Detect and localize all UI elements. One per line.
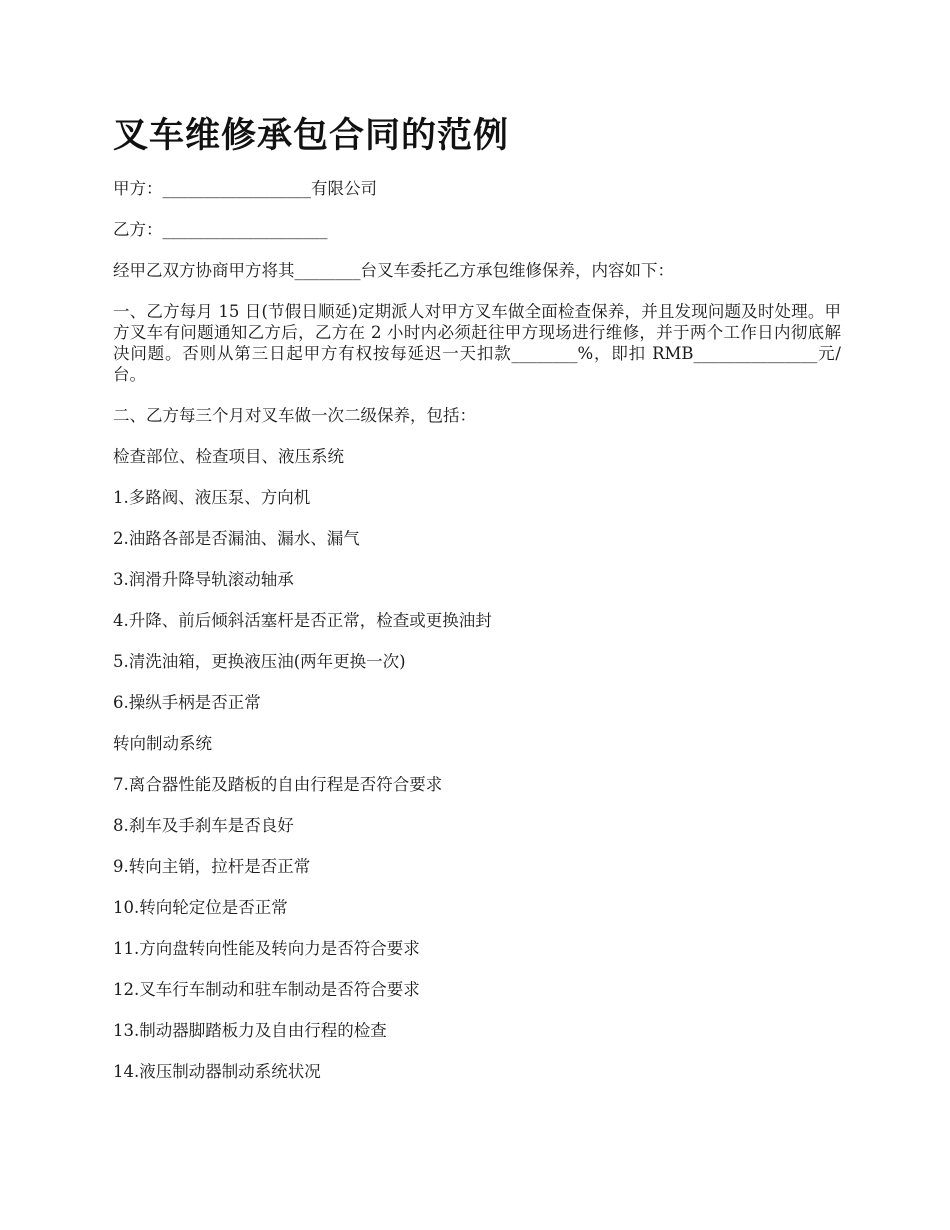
- list-item: 5.清洗油箱，更换液压油(两年更换一次): [113, 652, 406, 671]
- clause-1-paragraph: 一、乙方每月 15 日(节假日顺延)定期派人对甲方叉车做全面检查保养，并且发现问题及时处理。甲方叉车有问题通知乙方后，乙方在 2 小时内必须赶往甲方现场进行维修，并于两个工作日内彻底解决问题。否则从第三日起甲方有权按每延迟一天扣款________%，即扣 RMB_______________元/台。: [113, 302, 841, 384]
- list-item: 7.离合器性能及踏板的自由行程是否符合要求: [113, 775, 443, 794]
- document-body: [113, 178, 841, 1102]
- list-item: 8.刹车及手刹车是否良好: [113, 816, 294, 835]
- intro-paragraph: 经甲乙双方协商甲方将其________台叉车委托乙方承包维修保养，内容如下：: [113, 261, 674, 280]
- list-item: 14.液压制动器制动系统状况: [113, 1062, 321, 1081]
- clause-2-heading: 二、乙方每三个月对叉车做一次二级保养，包括：: [113, 406, 476, 425]
- section-steering-heading: 转向制动系统: [113, 734, 212, 753]
- party-b-line: 乙方：____________________: [113, 220, 328, 239]
- list-item: 4.升降、前后倾斜活塞杆是否正常，检查或更换油封: [113, 611, 492, 630]
- list-item: 9.转向主销，拉杆是否正常: [113, 857, 311, 876]
- list-item: 6.操纵手柄是否正常: [113, 693, 261, 712]
- list-item: 11.方向盘转向性能及转向力是否符合要求: [113, 939, 420, 958]
- list-item: 2.油路各部是否漏油、漏水、漏气: [113, 529, 360, 548]
- list-item: 3.润滑升降导轨滚动轴承: [113, 570, 294, 589]
- list-item: 10.转向轮定位是否正常: [113, 898, 288, 917]
- party-a-line: 甲方：__________________有限公司: [113, 179, 377, 198]
- list-item: 1.多路阀、液压泵、方向机: [113, 488, 311, 507]
- section-hydraulic-heading: 检查部位、检查项目、液压系统: [113, 447, 344, 466]
- list-item: 12.叉车行车制动和驻车制动是否符合要求: [113, 980, 420, 999]
- document-title: 叉车维修承包合同的范例: [113, 116, 510, 156]
- list-item: 13.制动器脚踏板力及自由行程的检查: [113, 1021, 387, 1040]
